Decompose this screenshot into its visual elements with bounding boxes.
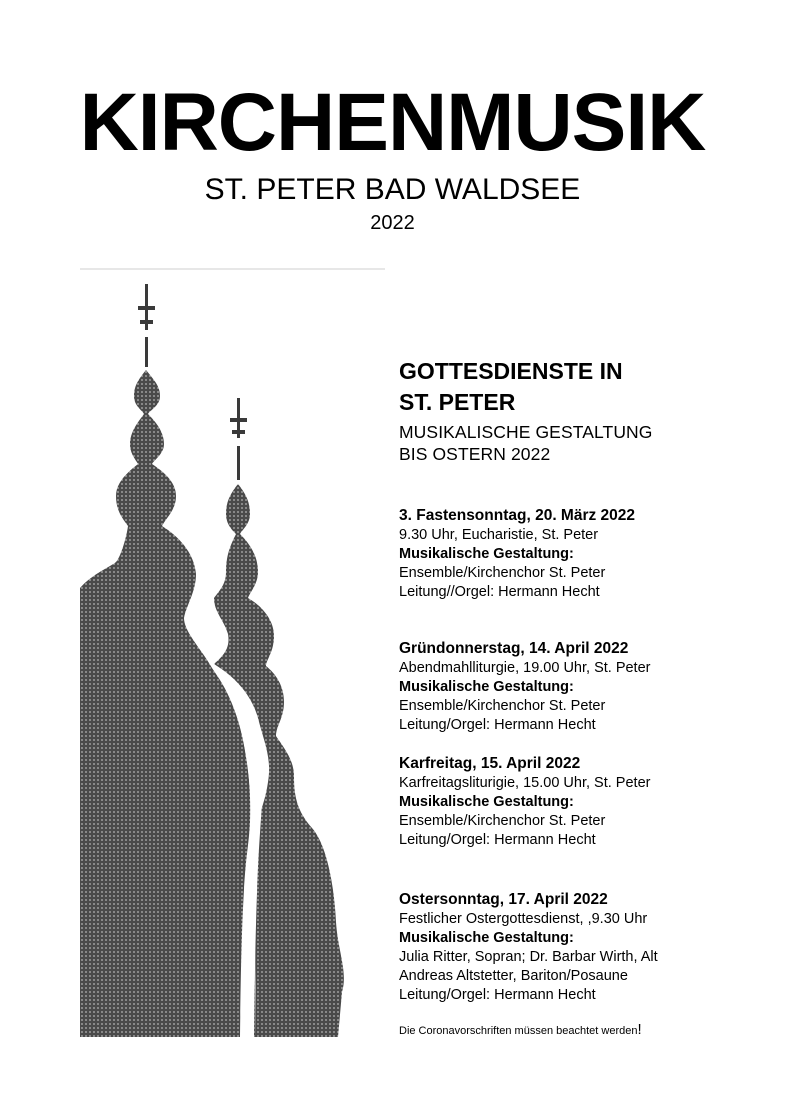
event-line: Julia Ritter, Sopran; Dr. Barbar Wirth, Alt bbox=[399, 949, 658, 965]
event-title: 3. Fastensonntag, 20. März 2022 bbox=[399, 507, 636, 524]
event-line: Ensemble/Kirchenchor St. Peter bbox=[399, 698, 606, 714]
corona-notice bbox=[399, 1022, 642, 1039]
event-label: Musikalische Gestaltung: bbox=[399, 930, 574, 946]
section-heading-line2: ST. PETER bbox=[399, 389, 516, 415]
notice-text: Die Coronavorschriften müssen beachtet werden bbox=[399, 1025, 638, 1037]
church-name: ST. PETER BAD WALDSEE bbox=[204, 173, 581, 206]
event-ostersonntag bbox=[399, 890, 769, 1005]
event-detail: Abendmahlliturgie, 19.00 Uhr, St. Peter bbox=[399, 660, 651, 676]
event-gruendonnerstag bbox=[399, 639, 769, 735]
event-line: Ensemble/Kirchenchor St. Peter bbox=[399, 565, 606, 581]
notice-mark: ! bbox=[637, 1021, 642, 1038]
section-subheading-line2: BIS OSTERN 2022 bbox=[399, 444, 551, 464]
event-title: Gründonnerstag, 14. April 2022 bbox=[399, 640, 629, 657]
event-title: Ostersonntag, 17. April 2022 bbox=[399, 891, 608, 908]
event-detail: Festlicher Ostergottesdienst, ,9.30 Uhr bbox=[399, 911, 648, 927]
section-subheading-line1: MUSIKALISCHE GESTALTUNG bbox=[399, 422, 653, 442]
page-title: KIRCHENMUSIK bbox=[79, 77, 706, 168]
event-title: Karfreitag, 15. April 2022 bbox=[399, 755, 581, 772]
event-karfreitag bbox=[399, 754, 769, 850]
event-label: Musikalische Gestaltung: bbox=[399, 794, 574, 810]
event-label: Musikalische Gestaltung: bbox=[399, 546, 574, 562]
section-heading-line1: GOTTESDIENSTE IN bbox=[399, 358, 623, 384]
event-line: Leitung/Orgel: Hermann Hecht bbox=[399, 832, 596, 848]
year: 2022 bbox=[370, 212, 415, 234]
event-line: Leitung/Orgel: Hermann Hecht bbox=[399, 987, 596, 1003]
event-detail: 9.30 Uhr, Eucharistie, St. Peter bbox=[399, 527, 599, 543]
event-fastensonntag bbox=[399, 506, 769, 602]
event-line: Leitung//Orgel: Hermann Hecht bbox=[399, 584, 600, 600]
church-towers-icon bbox=[80, 262, 385, 1037]
event-label: Musikalische Gestaltung: bbox=[399, 679, 574, 695]
event-line: Leitung/Orgel: Hermann Hecht bbox=[399, 717, 596, 733]
event-detail: Karfreitagsliturigie, 15.00 Uhr, St. Peter bbox=[399, 775, 651, 791]
section-header bbox=[399, 356, 769, 465]
event-line: Ensemble/Kirchenchor St. Peter bbox=[399, 813, 606, 829]
event-line: Andreas Altstetter, Bariton/Posaune bbox=[399, 968, 628, 984]
